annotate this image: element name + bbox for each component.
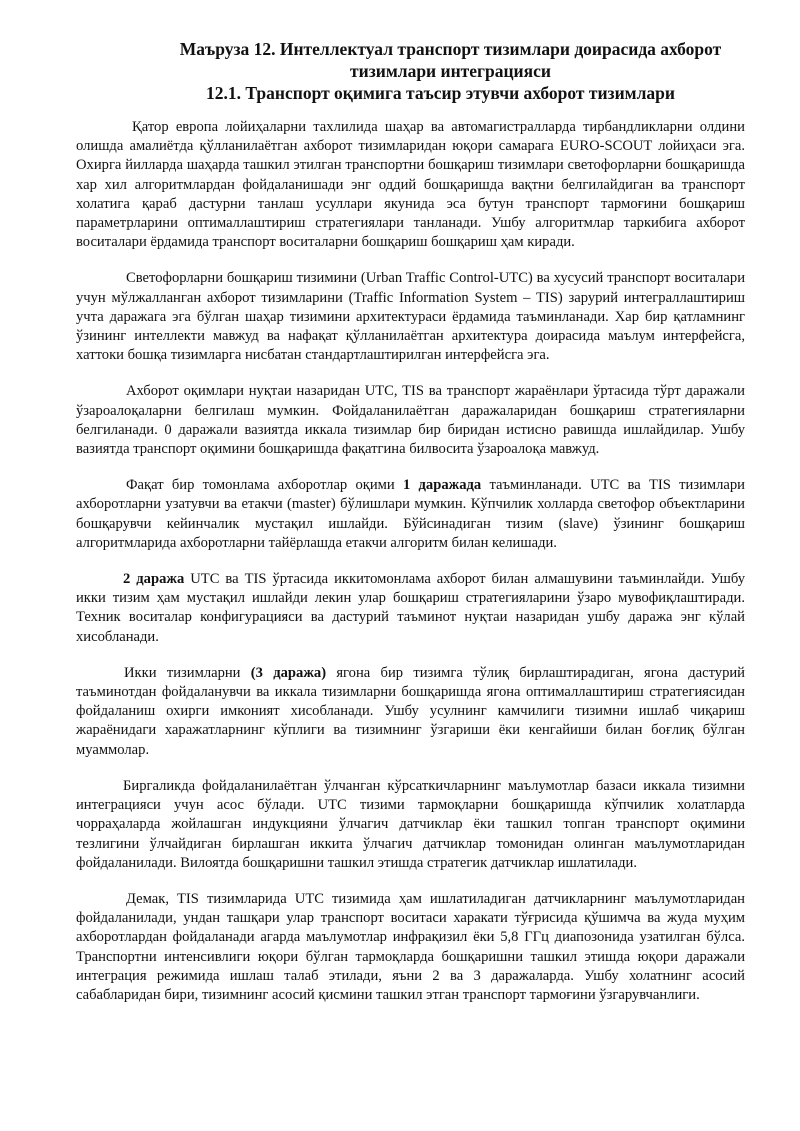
paragraph-6-text-start: Икки тизимларни: [124, 664, 251, 681]
lecture-title: [76, 38, 745, 82]
paragraph-4: [76, 476, 745, 553]
paragraph-6-bold-term: (3 даража): [250, 664, 327, 681]
paragraph-4-text-end: таъминланади. UTC ва TIS тизимлари ахборотларни узатувчи ва етакчи (master) бўлишлари мумкин. Кўпчилик холларда светофор объектларини бошқарувчи кейинчалик мустақил ишлайди. Бўйсинадиган тизим (slave) ўзининг бошқариш алгоритмларида ахборотларни тайёрлашда етакчи алгоритм билан келишади.: [76, 477, 745, 551]
paragraph-6: [76, 664, 745, 760]
paragraph-5: [76, 570, 745, 647]
paragraph-6-text-end: ягона бир тизимга тўлиқ бирлаштирадиган, ягона дастурий таъминотдан фойдаланувчи ва иккала тизимларни бошқаришда ягона оптималлаштириш стратегиясидан фойдаланиш охирги имконият хисобланади. Ушбу усулнинг камчилиги тизимни ишлаб чиқариш жараёнидаги харажатларнинг кўплиги ва тизимнинг ўзгариши ёки кенгайиши билан боғлиқ бўлган муаммолар.: [76, 664, 745, 758]
paragraph-3: Ахборот оқимлари нуқтаи назаридан UTC, TIS ва транспорт жараёнлари ўртасида тўрт даражали ўзароалоқаларни белгилаш мумкин. Фойдаланилаётган даражаларидан бошқариш стратегияларни белгиланади. 0 даражали вазиятда иккала тизимлар бир биридан истисно равишда ишлайдилар. Ушбу вазиятда транспорт оқимини бошқаришда фақатгина билвосита ўзароалоқа мавжуд.: [76, 383, 745, 458]
lecture-title-line1: Маъруза 12. Интеллектуал транспорт тизимлари доирасида ахборот: [179, 39, 722, 59]
lecture-title-line2: тизимлари интеграцияси: [350, 61, 551, 81]
paragraph-5-text-end: UTC ва TIS ўртасида иккитомонлама ахборот билан алмашувини таъминлайди. Ушбу икки тизим ҳам мустақил ишлайди лекин улар бошқариш стратегияларини ўзаро мувофиқлаштиради. Техник воситалар конфигурацияси ва дастурий таъминот нуқтаи назаридан ушбу даража энг кўлай хисобланади.: [76, 571, 745, 645]
paragraph-2: Светофорларни бошқариш тизимини (Urban Traffic Control-UTC) ва хусусий транспорт воситалари учун мўлжалланган ахборот тизимларини (Traffic Information System – TIS) зарурий интеграллаштириш учта даражага эга бўлган шаҳар тизимини архитектураси ёрдамида таъминланади. Хар бир қатламнинг ўзининг интеллекти мавжуд ва нафақат қўлланилаётган архитектура доирасида маълум интерфейсга, хаттоки бошқа тизимларга нисбатан стандартлаштирилган интерфейсга эга.: [76, 270, 745, 364]
paragraph-4-text-start: Фақат бир томонлама ахборотлар оқими: [126, 477, 403, 494]
paragraph-7: Биргаликда фойдаланилаётган ўлчанган кўрсаткичларнинг маълумотлар базаси иккала тизимни интеграцияси учун асос бўлади. UTC тизими тармоқларни бошқаришда кўпчилик холатларда чорраҳаларда жойлашган индукцияни ўлчагич датчиклар ёки ташкил топган транспорт оқимини тезлигини ўлчайдиган бирлашган иккита ўлчагич датчиклар томонидан олинган маълумотларидан фойдаланилади. Вилоятда бошқаришни ташкил этишда стратегик датчиклар ишлатилади.: [76, 777, 745, 871]
section-heading: 12.1. Транспорт оқимига таъсир этувчи ахборот тизимлари: [206, 83, 675, 103]
paragraph-5-bold-term: 2 даража: [123, 571, 185, 588]
paragraph-8: Демак, TIS тизимларида UTC тизимида ҳам ишлатиладиган датчикларнинг маълумотларидан фойдаланилади, ундан ташқари улар транспорт воситаси харакати тўғрисида қўшимча ва жуда муҳим ахборотлардан фойдаланади агарда маълумотлар инфрақизил ёки 5,8 ГГц диапозонида узатилган бўлса. Транспортни интенсивлиги юқори бўлган тармоқларда бошқаришни ташкил этишда юқори даражали интеграция режимида ишлаш талаб этилади, яъни 2 ва 3 даражаларда. Ушбу холатнинг асосий сабабларидан бири, тизимнинг асосий қисмини ташкил этган транспорт тармоғини ўзгарувчанлиги.: [76, 890, 745, 1003]
paragraph-1: Қатор европа лойиҳаларни тахлилида шаҳар ва автомагистралларда тирбандликларни олдини олишда амалиётда қўлланилаётган ахборот тизимларидан юқори самарага EURO-SCOUT лойиҳаси эга. Охирга йилларда шаҳарда ташкил этилган транспортни бошқариш тизимлари светофорларни бошқаришда хар хил алгоритмлардан фойдаланишади энг оддий бошқаришда вақтни белгилайдиган ва транспорт холатига қараб дастурни танлаш усуллари якунида эса бутун транспорт тармоғини бошқариш параметрларини оптималлаштириш стратегиялари танланади. Ушбу алгоритмлар таркибига ахборот воситалари ёрдамида транспорт воситаларни бошқариш бошқариш ҳам киради.: [76, 119, 745, 251]
paragraph-4-bold-term: 1 даражада: [402, 477, 482, 494]
